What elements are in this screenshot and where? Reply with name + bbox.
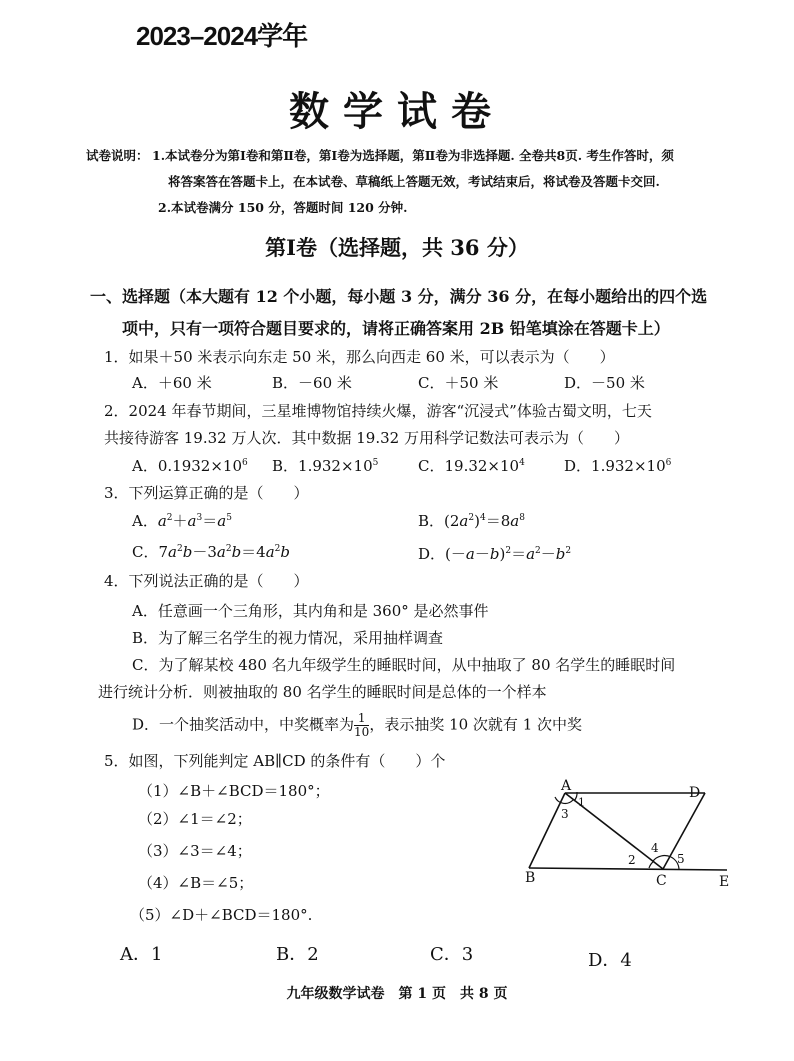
q2-option-a: A．$0.1932\times 10^6$ bbox=[132, 457, 248, 475]
angle-label-3: 3 bbox=[561, 807, 569, 821]
q5-option-c: C．3 bbox=[430, 944, 474, 965]
q2-option-d: D．$1.932\times 10^6$ bbox=[564, 457, 672, 475]
q5-option-b: B．2 bbox=[276, 944, 319, 965]
q2-stem-line-1: 2．2024 年春节期间，三星堆博物馆持续火爆，游客“沉浸式”体验古蜀文明，七天 bbox=[104, 402, 652, 420]
q3-option-b: B．$(2a^2)^4=8a^8$ bbox=[418, 512, 525, 530]
q4-stem: 4．下列说法正确的是（ ） bbox=[104, 572, 309, 590]
header-year: 2023–2024学年 bbox=[136, 21, 308, 51]
q5-option-d: D．4 bbox=[588, 950, 632, 971]
label-c: C bbox=[656, 873, 667, 889]
q5-condition-5: （5）∠D＋∠BCD＝180°. bbox=[130, 906, 313, 924]
q5-condition-3: （3）∠3＝∠4； bbox=[138, 842, 252, 860]
q5-condition-4: （4）∠B＝∠5； bbox=[138, 874, 254, 892]
page-title: 数学试卷 bbox=[289, 88, 505, 135]
q3-option-a: A．$a^2+a^3=a^5$ bbox=[132, 512, 232, 530]
q3-option-d: D．$(-a-b)^2=a^2-b^2$ bbox=[418, 545, 572, 563]
q1-option-d: D．－50 米 bbox=[564, 374, 645, 392]
page-footer: 九年级数学试卷 第 1 页 共 8 页 bbox=[286, 986, 508, 1002]
ray-be bbox=[529, 868, 727, 870]
instructions-label: 试卷说明： bbox=[86, 148, 149, 163]
angle-label-4: 4 bbox=[651, 841, 659, 855]
q2-option-c: C．$19.32\times 10^4$ bbox=[418, 457, 525, 475]
angle-label-1: 1 bbox=[578, 796, 585, 809]
q4-option-d: D．一个抽奖活动中，中奖概率为 $\frac{1}{10}$ ，表示抽奖 10 次就有 1 次中奖 bbox=[132, 711, 583, 739]
q4-option-a: A．任意画一个三角形，其内角和是 360° 是必然事件 bbox=[132, 602, 489, 620]
segment-ab bbox=[529, 793, 565, 868]
instructions-line-2: 将答案答在答题卡上，在本试卷、草稿纸上答题无效，考试结束后，将试卷及答题卡交回. bbox=[168, 174, 660, 189]
q4-option-b: B．为了解三名学生的视力情况，采用抽样调查 bbox=[132, 629, 444, 647]
q2-stem-line-2: 共接待游客 19.32 万人次．其中数据 19.32 万用科学记数法可表示为（ ） bbox=[104, 429, 629, 447]
section-heading-line-1: 一、选择题（本大题有 12 个小题，每小题 3 分，满分 36 分，在每小题给出的四个选 bbox=[90, 287, 708, 306]
label-e: E bbox=[719, 874, 730, 890]
q5-condition-2: （2）∠1＝∠2； bbox=[138, 810, 252, 828]
q5-stem: 5．如图，下列能判定 AB∥CD 的条件有（ ）个 bbox=[104, 752, 446, 770]
q5-option-a: A．1 bbox=[120, 944, 163, 965]
label-d: D bbox=[689, 785, 701, 801]
label-a: A bbox=[561, 778, 572, 794]
q4-option-c-line-2: 进行统计分析．则被抽取的 80 名学生的睡眠时间是总体的一个样本 bbox=[98, 683, 547, 701]
q5-condition-1: （1）∠B＋∠BCD＝180°； bbox=[138, 782, 330, 800]
q2-option-b: B．$1.932\times 10^5$ bbox=[272, 457, 379, 475]
section-heading-line-2: 项中，只有一项符合题目要求的，请将正确答案用 2B 铅笔填涂在答题卡上） bbox=[122, 319, 670, 338]
q1-option-c: C．＋50 米 bbox=[418, 374, 499, 392]
part-title: 第Ⅰ卷（选择题，共 36 分） bbox=[265, 235, 529, 260]
q1-option-a: A．＋60 米 bbox=[132, 374, 212, 392]
q1-stem: 1．如果＋50 米表示向东走 50 米，那么向西走 60 米，可以表示为（ ） bbox=[104, 348, 615, 366]
fraction-one-tenth: $\frac{1}{10}$ bbox=[354, 711, 370, 739]
instructions-line-3: 2.本试卷满分 150 分，答题时间 120 分钟. bbox=[158, 200, 408, 215]
label-b: B bbox=[525, 870, 536, 886]
angle-label-2: 2 bbox=[628, 853, 636, 867]
q3-option-c: C．$7a^2b-3a^2b=4a^2b$ bbox=[132, 543, 291, 561]
q4-option-c-line-1: C．为了解某校 480 名九年级学生的睡眠时间，从中抽取了 80 名学生的睡眠时间 bbox=[132, 656, 676, 674]
q1-option-b: B．－60 米 bbox=[272, 374, 352, 392]
instructions-line-1: 1.本试卷分为第Ⅰ卷和第Ⅱ卷，第Ⅰ卷为选择题，第Ⅱ卷为非选择题. 全卷共8页. 考生作答时，须 bbox=[152, 148, 674, 163]
angle-arc-2 bbox=[649, 861, 654, 868]
q3-stem: 3．下列运算正确的是（ ） bbox=[104, 484, 309, 502]
angle-label-5: 5 bbox=[677, 852, 685, 866]
geometry-figure bbox=[515, 778, 740, 893]
